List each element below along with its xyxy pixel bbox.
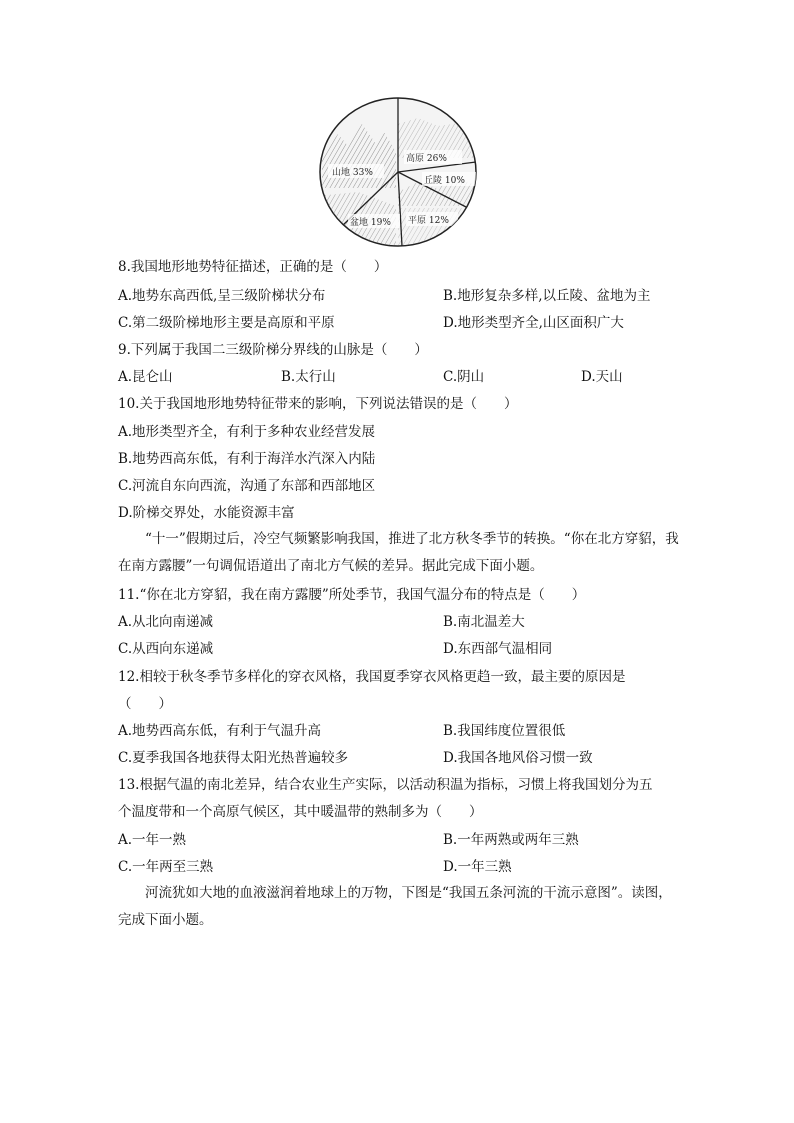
q12-option-a: A.地势西高东低，有利于气温升高	[118, 723, 322, 739]
slice-label-plateau: 高原 26%	[406, 154, 447, 164]
q10-option-b: B.地势西高东低，有利于海洋水汽深入内陆	[118, 451, 376, 467]
q8-option-a: A.地势东高西低,呈三级阶梯状分布	[118, 288, 326, 304]
q13-option-a: A.一年一熟	[118, 832, 187, 848]
q10-option-d: D.阶梯交界处，水能资源丰富	[118, 505, 295, 521]
slice-label-plain: 平原 12%	[408, 216, 449, 226]
q13-stem: 13.根据气温的南北差异，结合农业生产实际，以活动积温为指标，习惯上将我国划分为五	[118, 777, 653, 793]
passage-cold-air: “十一”假期过后，冷空气频繁影响我国，推进了北方秋冬季节的转换。“你在北方穿貂，我在南方露腰”一句调侃语道出了南北方气候的差异。据此完成下面小题。	[118, 531, 679, 574]
terrain-pie-figure	[318, 96, 478, 248]
q8-option-c: C.第二级阶梯地形主要是高原和平原	[118, 315, 335, 331]
q9-option-a: A.昆仑山	[118, 369, 173, 385]
q12-option-c: C.夏季我国各地获得太阳光热普遍较多	[118, 750, 349, 766]
q10-stem: 10.关于我国地形地势特征带来的影响，下列说法错误的是（ ）	[118, 396, 518, 412]
q8-option-b: B.地形复杂多样,以丘陵、盆地为主	[443, 288, 651, 304]
q10-option-c: C.河流自东向西流，沟通了东部和西部地区	[118, 478, 376, 494]
q10-option-a: A.地形类型齐全，有利于多种农业经营发展	[118, 424, 376, 440]
q11-option-c: C.从西向东递减	[118, 641, 214, 657]
q12-option-d: D.我国各地风俗习惯一致	[443, 750, 593, 766]
q9-stem: 9.下列属于我国二三级阶梯分界线的山脉是（ ）	[118, 342, 428, 358]
q11-option-a: A.从北向南递减	[118, 614, 214, 630]
q9-option-d: D.天山	[581, 369, 623, 385]
slice-label-mountain: 山地 33%	[332, 168, 373, 178]
q9-option-c: C.阴山	[443, 369, 485, 385]
q11-option-d: D.东西部气温相同	[443, 641, 553, 657]
slice-label-basin: 盆地 19%	[350, 218, 391, 228]
q13-option-d: D.一年三熟	[443, 859, 512, 875]
q11-option-b: B.南北温差大	[443, 614, 525, 630]
q12-stem-cont: （ ）	[118, 696, 172, 712]
slice-label-hills: 丘陵 10%	[424, 176, 465, 186]
q12-option-b: B.我国纬度位置很低	[443, 723, 566, 739]
q13-stem-cont: 个温度带和一个高原气候区，其中暖温带的熟制多为（ ）	[118, 804, 483, 820]
q13-option-b: B.一年两熟或两年三熟	[443, 832, 579, 848]
q8-option-d: D.地形类型齐全,山区面积广大	[443, 315, 624, 331]
q13-option-c: C.一年两至三熟	[118, 859, 214, 875]
q8-stem: 8.我国地形地势特征描述，正确的是（ ）	[118, 259, 388, 275]
q9-option-b: B.太行山	[281, 369, 336, 385]
terrain-pie-svg	[318, 96, 478, 248]
q11-stem: 11.“你在北方穿貂，我在南方露腰”所处季节，我国气温分布的特点是（ ）	[118, 587, 586, 603]
passage-rivers: 河流犹如大地的血液滋润着地球上的万物，下图是“我国五条河流的干流示意图”。读图，完成下面小题。	[118, 885, 672, 928]
q12-stem: 12.相较于秋冬季节多样化的穿衣风格，我国夏季穿衣风格更趋一致，最主要的原因是	[118, 669, 626, 685]
